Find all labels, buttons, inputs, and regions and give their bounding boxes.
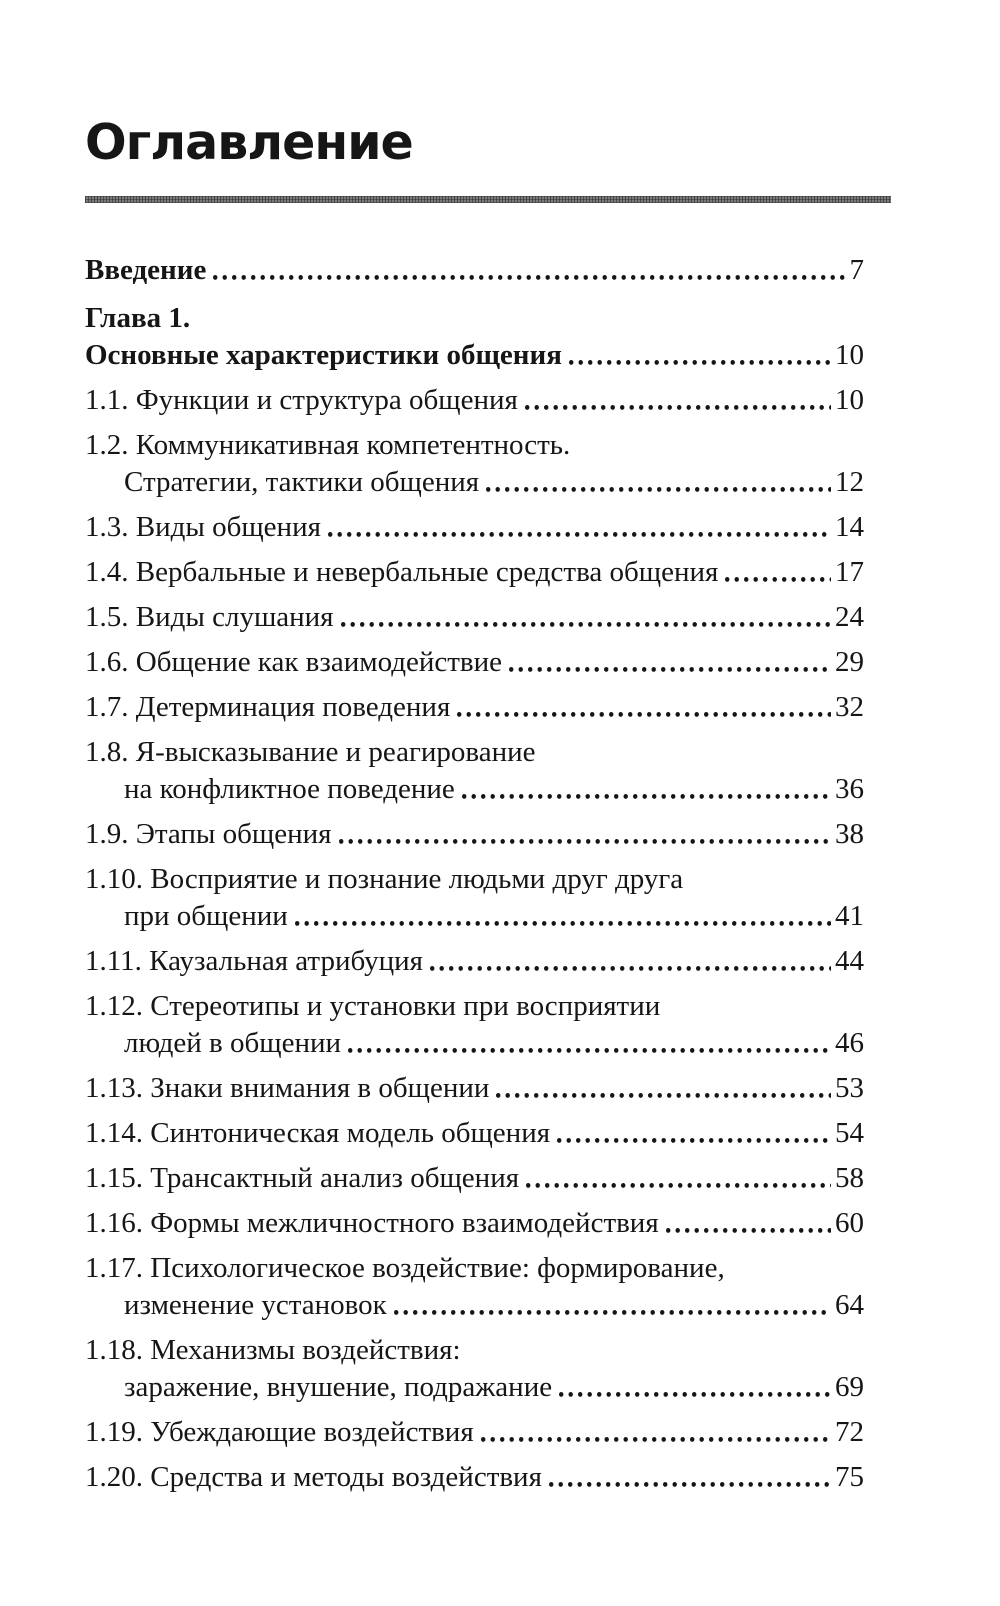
dot-leader [525,382,831,419]
dot-leader [486,464,831,501]
toc-entry-page: 7 [849,253,864,286]
toc-entry [85,689,864,726]
toc-line [85,1115,864,1152]
toc-entry [85,1250,864,1324]
toc-entry-page: 75 [835,1460,864,1493]
toc-entry [85,734,864,808]
toc-line [85,898,864,935]
toc-entry [85,554,864,591]
toc-entry-label: 1.18. Механизмы воздействия: [85,1333,461,1366]
toc-line [85,599,864,636]
toc-line [85,943,864,980]
toc-entry-page: 72 [835,1415,864,1448]
toc-entry-page: 58 [835,1161,864,1194]
toc-entry-label: 1.2. Коммуникативная компетентность. [85,428,571,461]
toc-entry [85,644,864,681]
toc-entry [85,1160,864,1197]
toc-entry-label: Основные характеристики общения [85,338,562,371]
dot-leader [394,1287,831,1324]
dot-leader [328,509,831,546]
toc-entry-page: 60 [835,1206,864,1239]
toc-line [85,382,864,419]
toc-entry [85,1070,864,1107]
toc-entry [85,1332,864,1406]
toc-entry [85,427,864,501]
toc-entry-label: людей в общении [124,1026,342,1059]
dot-leader [569,337,831,374]
dot-leader [481,1414,831,1451]
toc-line [85,1332,864,1369]
toc-entry-label: заражение, внушение, подражание [124,1370,553,1403]
toc-entry-label: 1.8. Я-высказывание и реагирование [85,735,536,768]
toc-line [85,1250,864,1287]
toc-line [85,300,864,337]
toc-line [85,1025,864,1062]
toc-entry-page: 24 [835,600,864,633]
toc-line [85,1287,864,1324]
toc-entry [85,816,864,853]
toc-entry-label: 1.7. Детерминация поведения [85,690,451,723]
toc-entry-page: 64 [835,1288,864,1321]
toc-entry [85,599,864,636]
toc-list [85,252,864,1496]
toc-line [85,861,864,898]
toc-entry [85,509,864,546]
dot-leader [295,898,831,935]
toc-line [85,689,864,726]
toc-line [85,771,864,808]
toc-entry-label: изменение установок [124,1288,387,1321]
toc-entry-label: 1.4. Вербальные и невербальные средства общения [85,555,719,588]
toc-entry [85,1414,864,1451]
toc-entry-label: Введение [85,253,207,286]
toc-entry-label: 1.5. Виды слушания [85,600,334,633]
toc-entry-label: 1.16. Формы межличностного взаимодействия [85,1206,659,1239]
dot-leader [509,644,831,681]
dot-leader [341,599,831,636]
toc-entry-label: 1.19. Убеждающие воздействия [85,1415,474,1448]
dot-leader [666,1205,831,1242]
toc-entry-page: 12 [835,465,864,498]
toc-entry [85,861,864,935]
dot-leader [526,1160,831,1197]
dot-leader [549,1459,831,1496]
toc-entry-page: 14 [835,510,864,543]
toc-line [85,1459,864,1496]
toc-line [85,734,864,771]
toc-entry-label: 1.10. Восприятие и познание людьми друг друга [85,862,684,895]
dot-leader [557,1115,831,1152]
toc-entry-label: 1.3. Виды общения [85,510,321,543]
toc-entry-page: 29 [835,645,864,678]
toc-entry-label: 1.6. Общение как взаимодействие [85,645,503,678]
toc-entry [85,988,864,1062]
toc-entry-label: на конфликтное поведение [124,772,455,805]
toc-entry-label: Глава 1. [85,301,191,334]
toc-entry-page: 53 [835,1071,864,1104]
toc-line [85,1070,864,1107]
dot-leader [462,771,831,808]
dot-leader [339,816,832,853]
toc-entry [85,300,864,374]
toc-entry-label: 1.12. Стереотипы и установки при восприятии [85,989,661,1022]
toc-line [85,252,864,289]
dot-leader [213,252,845,289]
toc-line [85,1160,864,1197]
toc-entry [85,382,864,419]
toc-line [85,988,864,1025]
toc-entry-page: 10 [835,383,864,416]
toc-entry-page: 38 [835,817,864,850]
toc-entry-label: 1.17. Психологическое воздействие: формирование, [85,1251,725,1284]
toc-entry-page: 44 [835,944,864,977]
toc-entry-label: при общении [124,899,288,932]
toc-entry-page: 17 [835,555,864,588]
toc-entry-label: 1.15. Трансактный анализ общения [85,1161,520,1194]
toc-line [85,1414,864,1451]
toc-line [85,644,864,681]
toc-line [85,464,864,501]
toc-entry [85,1459,864,1496]
toc-entry-label: Стратегии, тактики общения [124,465,480,498]
toc-entry-label: 1.11. Каузальная атрибуция [85,944,423,977]
page-title: Оглавление [85,114,413,171]
dot-leader [430,943,831,980]
toc-entry-label: 1.20. Средства и методы воздействия [85,1460,542,1493]
toc-entry-page: 36 [835,772,864,805]
dot-leader [559,1369,831,1406]
dot-leader [496,1070,831,1107]
toc-entry [85,1115,864,1152]
toc-line [85,427,864,464]
toc-entry-label: 1.9. Этапы общения [85,817,332,850]
toc-line [85,816,864,853]
toc-entry-page: 46 [835,1026,864,1059]
toc-entry [85,252,864,289]
title-rule [85,196,891,203]
dot-leader [457,689,831,726]
toc-entry-page: 10 [835,338,864,371]
dot-leader [725,554,831,591]
toc-line [85,1205,864,1242]
toc-entry [85,1205,864,1242]
toc-line [85,509,864,546]
toc-entry-label: 1.1. Функции и структура общения [85,383,518,416]
toc-entry-page: 32 [835,690,864,723]
toc-entry-label: 1.14. Синтоническая модель общения [85,1116,551,1149]
toc-line [85,1369,864,1406]
toc-entry-page: 69 [835,1370,864,1403]
toc-entry-page: 54 [835,1116,864,1149]
toc-entry-page: 41 [835,899,864,932]
toc-entry-label: 1.13. Знаки внимания в общении [85,1071,490,1104]
toc-entry [85,943,864,980]
dot-leader [348,1025,831,1062]
toc-line [85,337,864,374]
toc-line [85,554,864,591]
